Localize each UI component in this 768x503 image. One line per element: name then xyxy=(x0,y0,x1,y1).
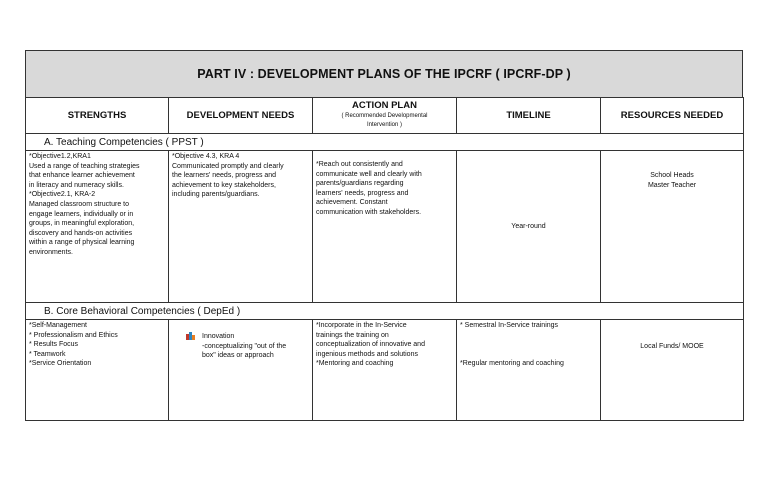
section-a-timeline: Year-round xyxy=(457,151,601,303)
text-line: Managed classroom structure to xyxy=(29,200,129,208)
text-line: ingenious methods and solutions xyxy=(316,350,418,358)
text-line: *Objective1.2,KRA1 xyxy=(29,153,91,160)
section-b-strengths xyxy=(26,320,169,421)
text-line: communicate well and clearly with xyxy=(316,170,422,178)
text-line: Master Teacher xyxy=(647,182,697,189)
bullet-icon xyxy=(186,332,196,341)
text-line: *Service Orientation xyxy=(29,360,92,368)
section-b-heading: B. Core Behavioral Competencies ( DepEd ) xyxy=(26,303,744,320)
innovation-item xyxy=(172,332,309,361)
section-b-row xyxy=(26,320,744,421)
text-line: trainings the training on xyxy=(316,331,389,339)
text-line: * Results Focus xyxy=(29,341,79,349)
text-line: conceptualization of innovative and xyxy=(316,341,425,349)
text-line: *Incorporate in the In-Service xyxy=(316,322,407,329)
text-line: communication with stakeholders. xyxy=(316,208,422,216)
header-development-needs: DEVELOPMENT NEEDS xyxy=(169,98,313,134)
header-action-plan-label: ACTION PLAN xyxy=(352,100,417,111)
text-line: discovery and hands-on activities xyxy=(29,229,133,237)
text-line: Innovation xyxy=(202,333,235,340)
spacer xyxy=(460,331,597,359)
text-line: in literacy and numeracy skills. xyxy=(29,181,124,189)
section-b-development-needs xyxy=(169,320,313,421)
header-strengths: STRENGTHS xyxy=(26,98,169,134)
ipcrf-dp-document xyxy=(25,50,743,421)
text-line: School Heads xyxy=(650,172,694,179)
text-line: * Professionalism and Ethics xyxy=(29,331,118,339)
section-a-resources xyxy=(601,151,744,303)
text-line: including parents/guardians. xyxy=(172,191,260,199)
text-line: * Teamwork xyxy=(29,350,66,358)
text-line: *Mentoring and coaching xyxy=(316,360,394,368)
document-title: PART IV : DEVELOPMENT PLANS OF THE IPCRF ( IPCRF-DP ) xyxy=(25,50,743,98)
text-line: achievement to key stakeholders, xyxy=(172,181,276,189)
text-line: *Reach out consistently and xyxy=(316,161,403,168)
section-b-action-plan xyxy=(313,320,457,421)
text-line: engage learners, individually or in xyxy=(29,210,134,218)
section-a-heading: A. Teaching Competencies ( PPST ) xyxy=(26,134,744,151)
section-a-heading-row xyxy=(26,134,744,151)
section-b-heading-row xyxy=(26,303,744,320)
text-line: Communicated promptly and clearly xyxy=(172,162,284,170)
text-line: achievement. Constant xyxy=(316,199,388,207)
text-line: within a range of physical learning xyxy=(29,239,135,247)
section-b-timeline xyxy=(457,320,601,421)
header-action-plan-sub1: ( Recommended Developmental xyxy=(341,113,428,119)
text-line: *Objective 4.3, KRA 4 xyxy=(172,153,240,160)
development-plan-table xyxy=(25,97,744,421)
text-line: * Semestral In-Service trainings xyxy=(460,322,559,329)
header-action-plan-sub2: Intervention ) xyxy=(366,122,403,128)
section-b-resources: Local Funds/ MOOE xyxy=(601,320,744,421)
text-line: the learners' needs, progress and xyxy=(172,172,277,180)
table-header-row xyxy=(26,98,744,134)
text-line: learners' needs, progress and xyxy=(316,189,409,197)
text-line: Used a range of teaching strategies xyxy=(29,162,140,170)
text-line: environments. xyxy=(29,248,73,256)
header-resources-needed: RESOURCES NEEDED xyxy=(601,98,744,134)
section-a-row xyxy=(26,151,744,303)
text-line: that enhance learner achievement xyxy=(29,172,135,180)
text-line: *Regular mentoring and coaching xyxy=(460,359,564,367)
text-line: *Self-Management xyxy=(29,322,87,329)
header-timeline: TIMELINE xyxy=(457,98,601,134)
text-line: groups, in meaningful exploration, xyxy=(29,220,135,228)
section-a-action-plan xyxy=(313,151,457,303)
text-line: -conceptualizing "out of the xyxy=(202,342,287,350)
text-line: parents/guardians regarding xyxy=(316,180,404,188)
text-line: *Objective2.1, KRA-2 xyxy=(29,191,96,199)
text-line: box" ideas or approach xyxy=(202,352,274,360)
section-a-strengths xyxy=(26,151,169,303)
section-a-development-needs xyxy=(169,151,313,303)
header-action-plan xyxy=(313,98,457,134)
